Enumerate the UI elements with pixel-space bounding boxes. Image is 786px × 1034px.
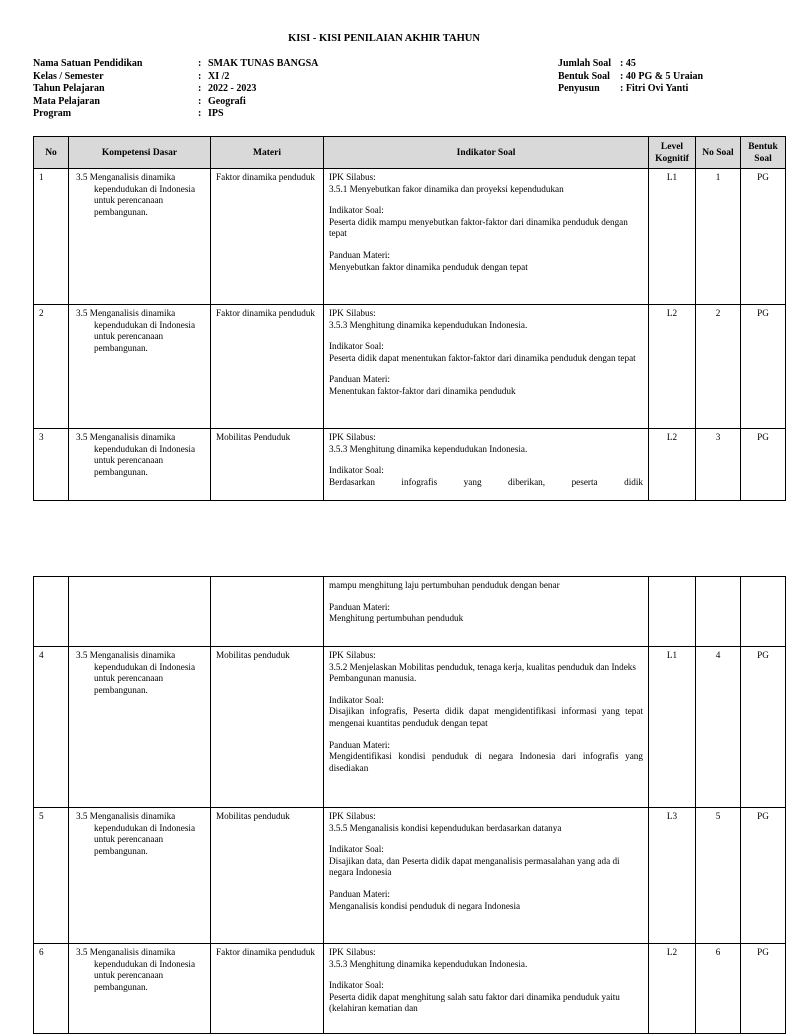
meta-row: [33, 96, 318, 109]
cell-indikator: [324, 647, 649, 808]
ipk-label: IPK Silabus:: [329, 172, 376, 182]
meta-row: [33, 71, 318, 84]
cell-bentuk: [741, 577, 786, 647]
indikator-text: Peserta didik mampu menyebutkan faktor-faktor dari dinamika penduduk dengan tepat: [329, 216, 628, 239]
panduan-text: Menentukan faktor-faktor dari dinamika penduduk: [329, 385, 516, 396]
kd-text: 3.5 Menganalisis dinamika kependudukan di Indonesia untuk perencanaan pembangunan.: [76, 172, 196, 217]
ipk-block: [329, 432, 643, 455]
cell-no: 6: [34, 944, 69, 1034]
indikator-block: [329, 205, 643, 240]
panduan-block: [329, 740, 643, 775]
cell-indikator: [324, 808, 649, 944]
cell-no-soal: 6: [696, 944, 741, 1034]
meta-row: [33, 108, 318, 121]
kisi-table-continued: [33, 576, 786, 1034]
meta-right: [558, 58, 703, 96]
meta-value: : Fitri Ovi Yanti: [620, 83, 689, 95]
table-row: [34, 305, 786, 429]
ipk-block: [329, 172, 643, 195]
meta-label: Nama Satuan Pendidikan: [33, 58, 143, 69]
indikator-text: Berdasarkan infografis yang diberikan, peserta didik: [329, 476, 643, 487]
meta-label: Penyusun: [558, 83, 600, 95]
header-no: No: [34, 137, 69, 169]
meta-label: Tahun Pelajaran: [33, 83, 105, 95]
ipk-text: 3.5.3 Menghitung dinamika kependudukan Indonesia.: [329, 319, 528, 330]
cell-no: 1: [34, 169, 69, 305]
meta-colon: :: [198, 83, 202, 95]
panduan-text: Menghitung pertumbuhan penduduk: [329, 613, 464, 624]
kd-text: 3.5 Menganalisis dinamika kependudukan di Indonesia untuk perencanaan pembangunan.: [76, 308, 196, 353]
indikator-block: [329, 341, 643, 364]
meta-label: Mata Pelajaran: [33, 95, 100, 107]
panduan-text: Mengidentifikasi kondisi penduduk di negara Indonesia dari infografis yang disediakan: [329, 751, 643, 773]
meta-value: XI /2: [208, 70, 230, 82]
ipk-text: 3.5.2 Menjelaskan Mobilitas penduduk, tenaga kerja, kualitas penduduk dan Indeks Pembangunan manusia.: [329, 661, 636, 684]
panduan-label: Panduan Materi:: [329, 739, 390, 750]
cell-indikator: [324, 169, 649, 305]
indikator-block: [329, 844, 643, 879]
ipk-label: IPK Silabus:: [329, 811, 376, 821]
header-level-kognitif: Level Kognitif: [649, 137, 696, 169]
ipk-label: IPK Silabus:: [329, 947, 376, 957]
header-no-soal: No Soal: [696, 137, 741, 169]
cell-materi: Mobilitas penduduk: [211, 808, 324, 944]
meta-label: Kelas / Semester: [33, 70, 104, 82]
indikator-label: Indikator Soal:: [329, 980, 384, 991]
ipk-block: [329, 650, 643, 685]
indikator-label: Indikator Soal:: [329, 205, 384, 216]
meta-label: Jumlah Soal: [558, 58, 612, 69]
table-row: [34, 944, 786, 1034]
cell-no-soal: 2: [696, 305, 741, 429]
meta-row: [558, 58, 703, 71]
panduan-label: Panduan Materi:: [329, 601, 390, 612]
cell-indikator: [324, 305, 649, 429]
table-row-continued: [34, 577, 786, 647]
cell-level: L2: [649, 305, 696, 429]
ipk-text: 3.5.1 Menyebutkan fakor dinamika dan proyeksi kependudukan: [329, 183, 564, 194]
cell-level: L1: [649, 169, 696, 305]
cell-no: [34, 577, 69, 647]
header-materi: Materi: [211, 137, 324, 169]
indikator-text: Disajikan data, dan Peserta didik dapat menganalisis permasalahan yang ada di negara Indonesia: [329, 855, 620, 878]
meta-value: SMAK TUNAS BANGSA: [208, 58, 319, 69]
cell-no-soal: 1: [696, 169, 741, 305]
panduan-label: Panduan Materi:: [329, 249, 390, 260]
cell-materi: Mobilitas Penduduk: [211, 429, 324, 501]
cell-level: L2: [649, 429, 696, 501]
cell-kompetensi-dasar: [69, 647, 211, 808]
panduan-block: [329, 250, 643, 273]
cell-kompetensi-dasar: [69, 577, 211, 647]
ipk-block: [329, 308, 643, 331]
cell-materi: Faktor dinamika penduduk: [211, 305, 324, 429]
ipk-text: 3.5.3 Menghitung dinamika kependudukan Indonesia.: [329, 958, 528, 969]
table-row: [34, 808, 786, 944]
meta-value: : 45: [620, 58, 636, 69]
panduan-text: Menyebutkan faktor dinamika penduduk dengan tepat: [329, 261, 528, 272]
indikator-block: [329, 465, 643, 488]
kd-text: 3.5 Menganalisis dinamika kependudukan di Indonesia untuk perencanaan pembangunan.: [76, 811, 196, 856]
panduan-label: Panduan Materi:: [329, 374, 390, 385]
kd-text: 3.5 Menganalisis dinamika kependudukan di Indonesia untuk perencanaan pembangunan.: [76, 947, 196, 992]
table-row: [34, 429, 786, 501]
cell-materi: Faktor dinamika penduduk: [211, 944, 324, 1034]
ipk-label: IPK Silabus:: [329, 650, 376, 660]
indikator-text: Peserta didik dapat menentukan faktor-faktor dari dinamika penduduk dengan tepat: [329, 352, 636, 363]
cell-kompetensi-dasar: [69, 429, 211, 501]
meta-value: IPS: [208, 108, 224, 120]
kisi-table: [33, 136, 786, 501]
cell-bentuk: PG: [741, 808, 786, 944]
cell-no: 2: [34, 305, 69, 429]
cell-kompetensi-dasar: [69, 944, 211, 1034]
indikator-label: Indikator Soal:: [329, 465, 384, 476]
cell-materi: Mobilitas penduduk: [211, 647, 324, 808]
cell-kompetensi-dasar: [69, 808, 211, 944]
ipk-label: IPK Silabus:: [329, 432, 376, 442]
cell-no: 5: [34, 808, 69, 944]
meta-colon: :: [198, 95, 202, 107]
ipk-text: 3.5.3 Menghitung dinamika kependudukan Indonesia.: [329, 443, 528, 454]
cell-indikator: [324, 944, 649, 1034]
meta-left: [33, 58, 318, 121]
cell-level: [649, 577, 696, 647]
cell-bentuk: PG: [741, 169, 786, 305]
cell-bentuk: PG: [741, 647, 786, 808]
cell-materi: [211, 577, 324, 647]
ipk-text: 3.5.5 Menganalisis kondisi kependudukan berdasarkan datanya: [329, 822, 562, 833]
table-header-row: [34, 137, 786, 169]
cell-materi: Faktor dinamika penduduk: [211, 169, 324, 305]
header-indikator-soal: Indikator Soal: [324, 137, 649, 169]
indikator-text: Peserta didik dapat menghitung salah satu faktor dari dinamika penduduk yaitu (kelahiran kematian dan: [329, 991, 620, 1014]
ipk-block: [329, 811, 643, 834]
indikator-label: Indikator Soal:: [329, 341, 384, 352]
cell-bentuk: PG: [741, 429, 786, 501]
page-title: KISI - KISI PENILAIAN AKHIR TAHUN: [288, 33, 480, 44]
cell-bentuk: PG: [741, 305, 786, 429]
indikator-block: [329, 980, 643, 1015]
cell-no: 3: [34, 429, 69, 501]
meta-label: Bentuk Soal: [558, 70, 610, 82]
panduan-block: [329, 602, 643, 625]
header-bentuk-soal: Bentuk Soal: [741, 137, 786, 169]
cell-kompetensi-dasar: [69, 305, 211, 429]
panduan-block: [329, 374, 643, 397]
ipk-block: [329, 947, 643, 970]
meta-row: [33, 83, 318, 96]
table-row: [34, 169, 786, 305]
cell-no-soal: 5: [696, 808, 741, 944]
cell-no-soal: [696, 577, 741, 647]
meta-colon: :: [198, 108, 202, 120]
ipk-label: IPK Silabus:: [329, 308, 376, 318]
panduan-text: Menganalisis kondisi penduduk di negara Indonesia: [329, 900, 521, 911]
meta-colon: :: [198, 70, 202, 82]
meta-value: Geografi: [208, 95, 246, 107]
meta-value: 2022 - 2023: [208, 83, 257, 95]
indikator-text: Disajikan infografis, Peserta didik dapat mengidentifikasi informasi yang tepat mengenai kuantitas penduduk dengan tepat: [329, 706, 643, 728]
indikator-label: Indikator Soal:: [329, 694, 384, 705]
meta-colon: :: [198, 58, 202, 69]
indikator-block: [329, 695, 643, 730]
table-row: [34, 647, 786, 808]
cell-no-soal: 3: [696, 429, 741, 501]
kd-text: 3.5 Menganalisis dinamika kependudukan di Indonesia untuk perencanaan pembangunan.: [76, 432, 196, 477]
indikator-text: mampu menghitung laju pertumbuhan penduduk dengan benar: [329, 580, 560, 590]
cell-no: 4: [34, 647, 69, 808]
cell-indikator: [324, 577, 649, 647]
cell-level: L1: [649, 647, 696, 808]
cell-no-soal: 4: [696, 647, 741, 808]
meta-row: [558, 83, 703, 96]
cell-kompetensi-dasar: [69, 169, 211, 305]
cell-indikator: [324, 429, 649, 501]
meta-row: [33, 58, 318, 71]
meta-row: [558, 71, 703, 84]
cell-level: L3: [649, 808, 696, 944]
kd-text: 3.5 Menganalisis dinamika kependudukan di Indonesia untuk perencanaan pembangunan.: [76, 650, 196, 695]
meta-label: Program: [33, 108, 72, 120]
panduan-label: Panduan Materi:: [329, 888, 390, 899]
cell-bentuk: PG: [741, 944, 786, 1034]
panduan-block: [329, 889, 643, 912]
meta-value: : 40 PG & 5 Uraian: [620, 70, 704, 82]
cell-level: L2: [649, 944, 696, 1034]
header-kompetensi-dasar: Kompetensi Dasar: [69, 137, 211, 169]
indikator-label: Indikator Soal:: [329, 844, 384, 855]
